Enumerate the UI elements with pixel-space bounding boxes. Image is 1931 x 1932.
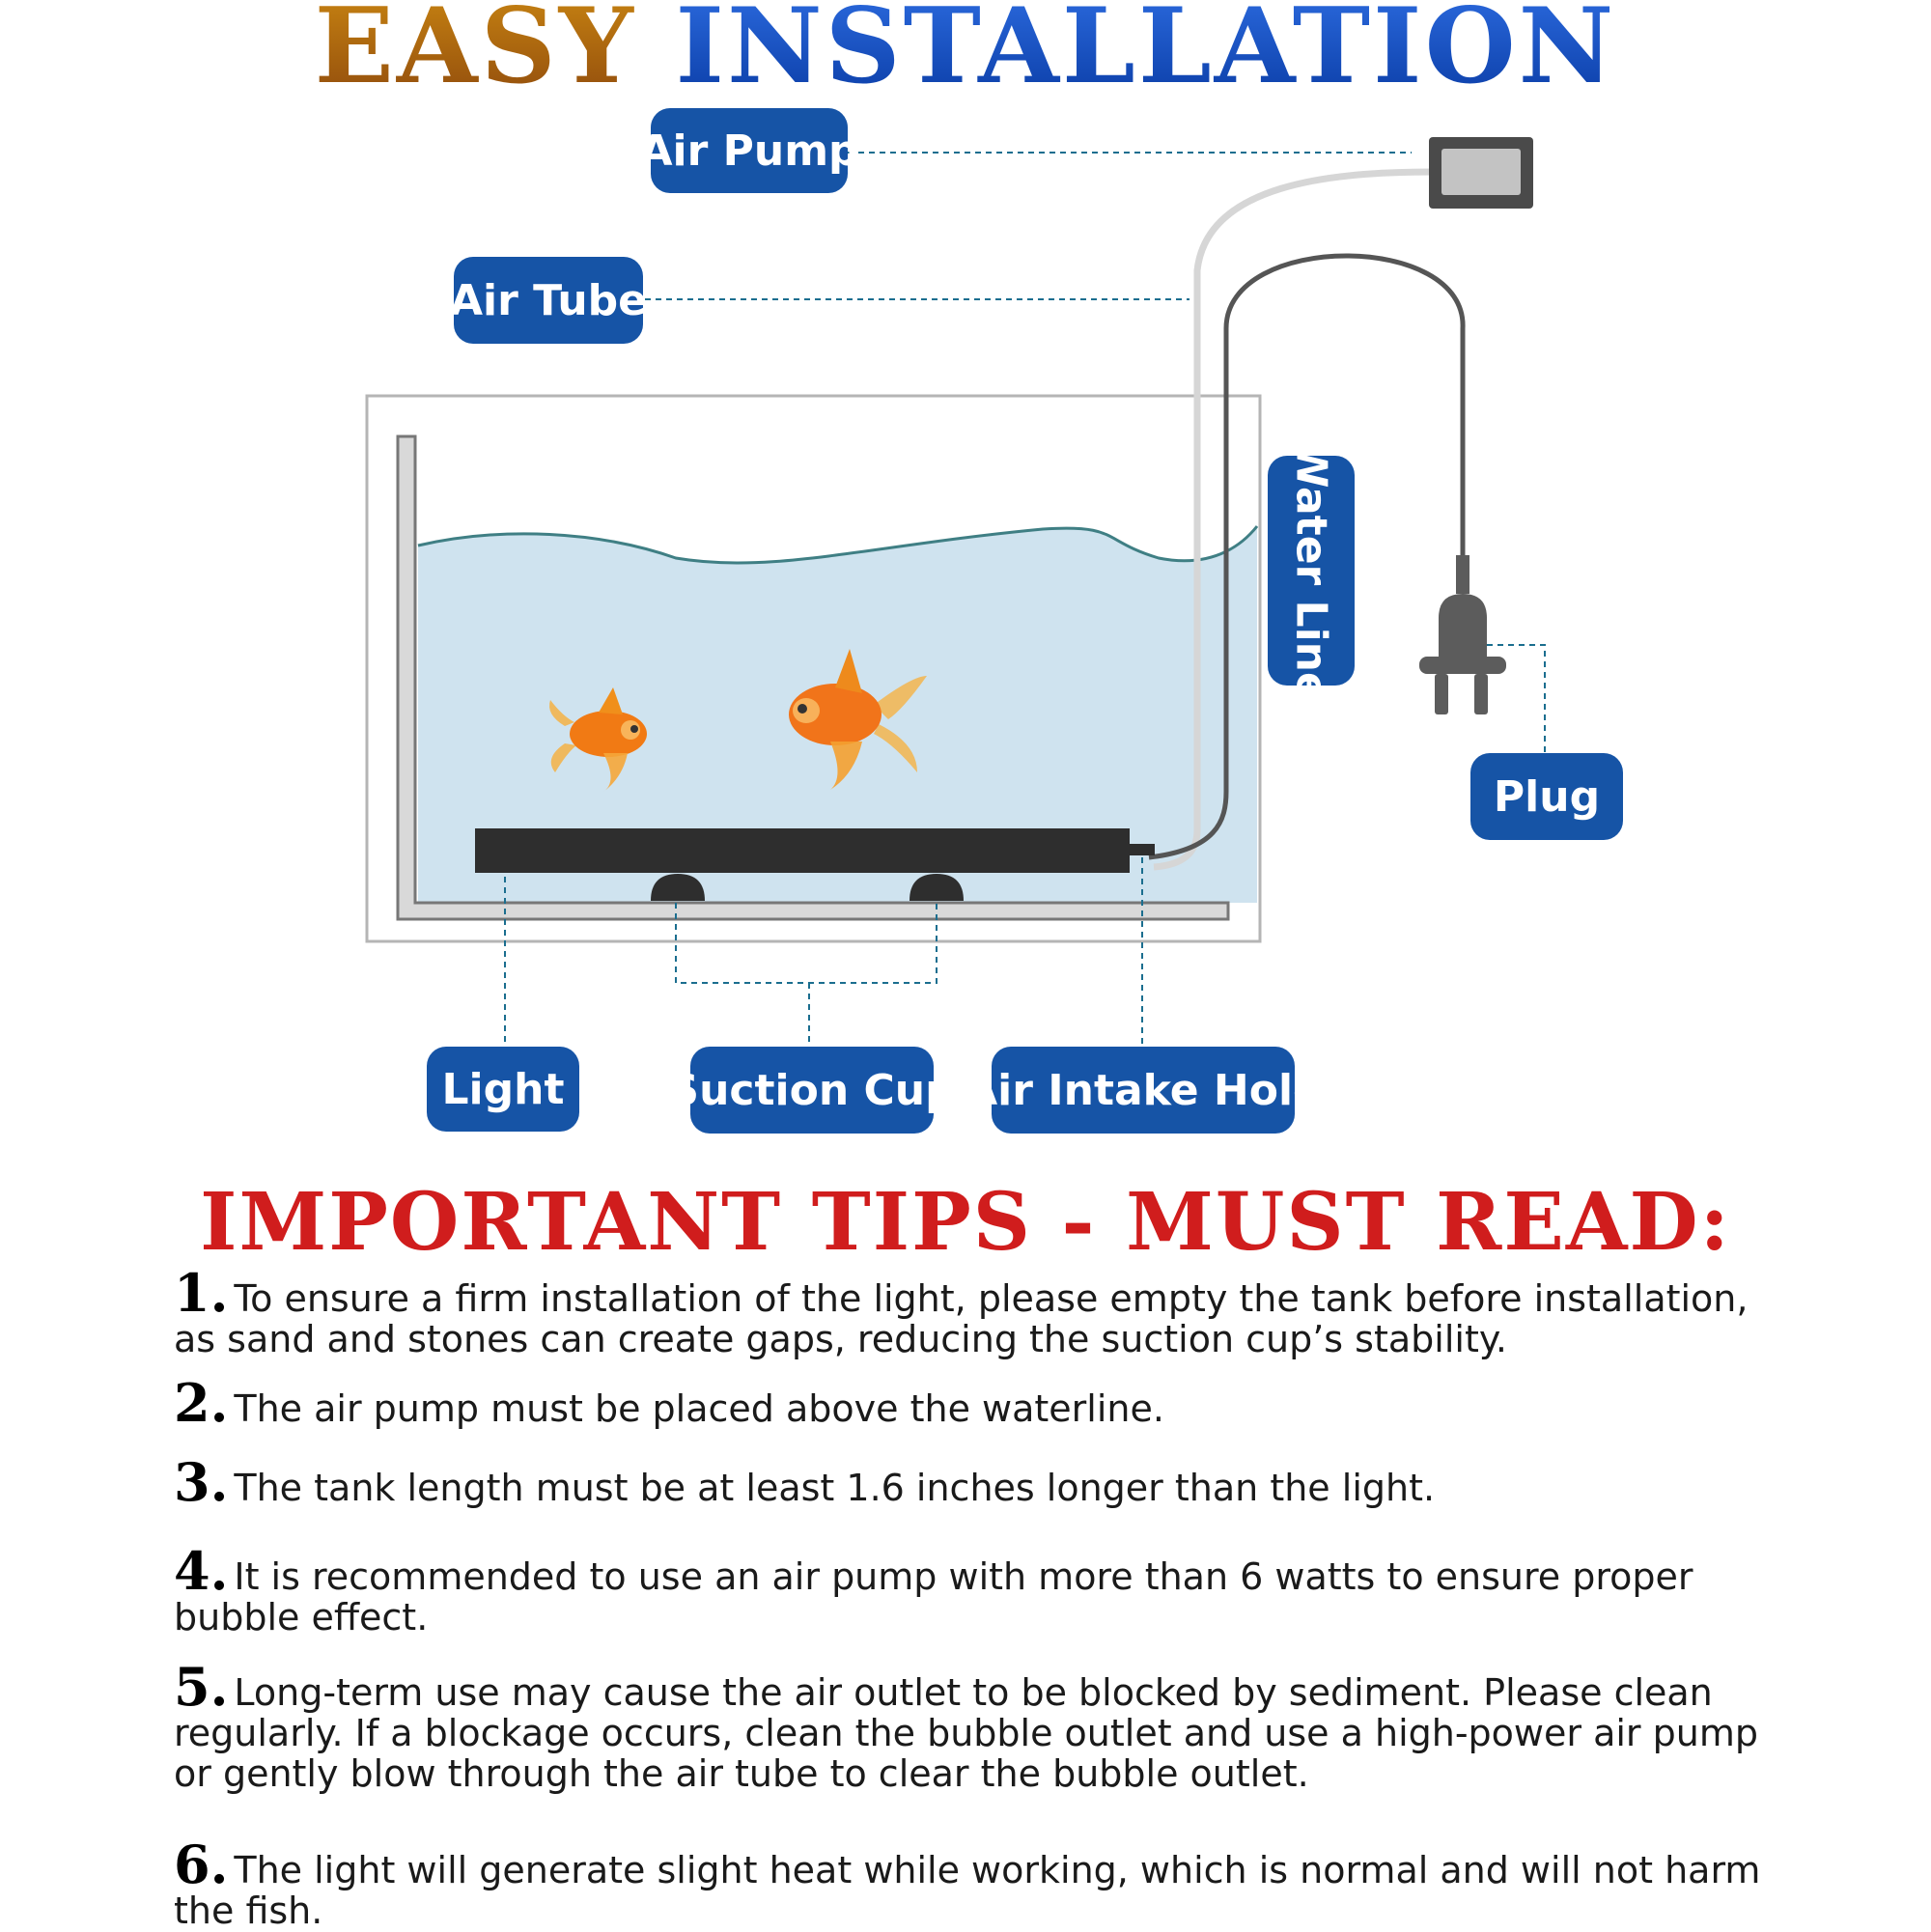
label-water-line: Water Line xyxy=(1268,456,1355,686)
tip-text: The air pump must be placed above the waterline. xyxy=(234,1387,1164,1430)
tip-2 xyxy=(174,1372,1767,1434)
tip-1 xyxy=(174,1262,1767,1360)
label-light: Light xyxy=(427,1047,579,1132)
tip-number: 1. xyxy=(174,1262,229,1324)
tip-number: 6. xyxy=(174,1834,229,1895)
label-air-intake-hole: Air Intake Hole xyxy=(992,1047,1295,1134)
air-intake-nozzle xyxy=(1130,844,1155,855)
tip-number: 2. xyxy=(174,1372,229,1434)
title-word-installation: INSTALLATION xyxy=(675,0,1616,107)
air-pump-face xyxy=(1441,149,1521,195)
tip-text: It is recommended to use an air pump with more than 6 watts to ensure proper bubble effect. xyxy=(174,1555,1693,1638)
tip-4 xyxy=(174,1540,1767,1638)
label-air-pump: Air Pump xyxy=(651,108,848,193)
tip-number: 4. xyxy=(174,1540,229,1602)
tip-5 xyxy=(174,1656,1767,1795)
plug-device xyxy=(1419,555,1506,714)
tips-title: IMPORTANT TIPS - MUST READ: xyxy=(200,1176,1731,1269)
tip-text: Long-term use may cause the air outlet to be blocked by sediment. Please clean regularly. If a blockage occurs, clean the bubble outlet and use a high-power air pump or gently blow through the air tube to clear the bubble outlet. xyxy=(174,1671,1758,1795)
tip-number: 3. xyxy=(174,1451,229,1513)
tip-3 xyxy=(174,1451,1767,1513)
tip-number: 5. xyxy=(174,1656,229,1718)
tip-text: The tank length must be at least 1.6 inches longer than the light. xyxy=(234,1467,1436,1509)
label-suction-cup: Suction Cup xyxy=(690,1047,934,1134)
label-plug: Plug xyxy=(1470,753,1623,840)
tip-6 xyxy=(174,1834,1767,1932)
tip-text: To ensure a firm installation of the light, please empty the tank before installation, as sand and stones can create gaps, reducing the suction cup’s stability. xyxy=(174,1277,1749,1360)
tip-text: The light will generate slight heat while working, which is normal and will not harm the fish. xyxy=(174,1849,1761,1932)
light-bar xyxy=(475,828,1130,873)
label-air-tube: Air Tube xyxy=(454,257,643,344)
title-word-easy: EASY xyxy=(315,0,636,107)
